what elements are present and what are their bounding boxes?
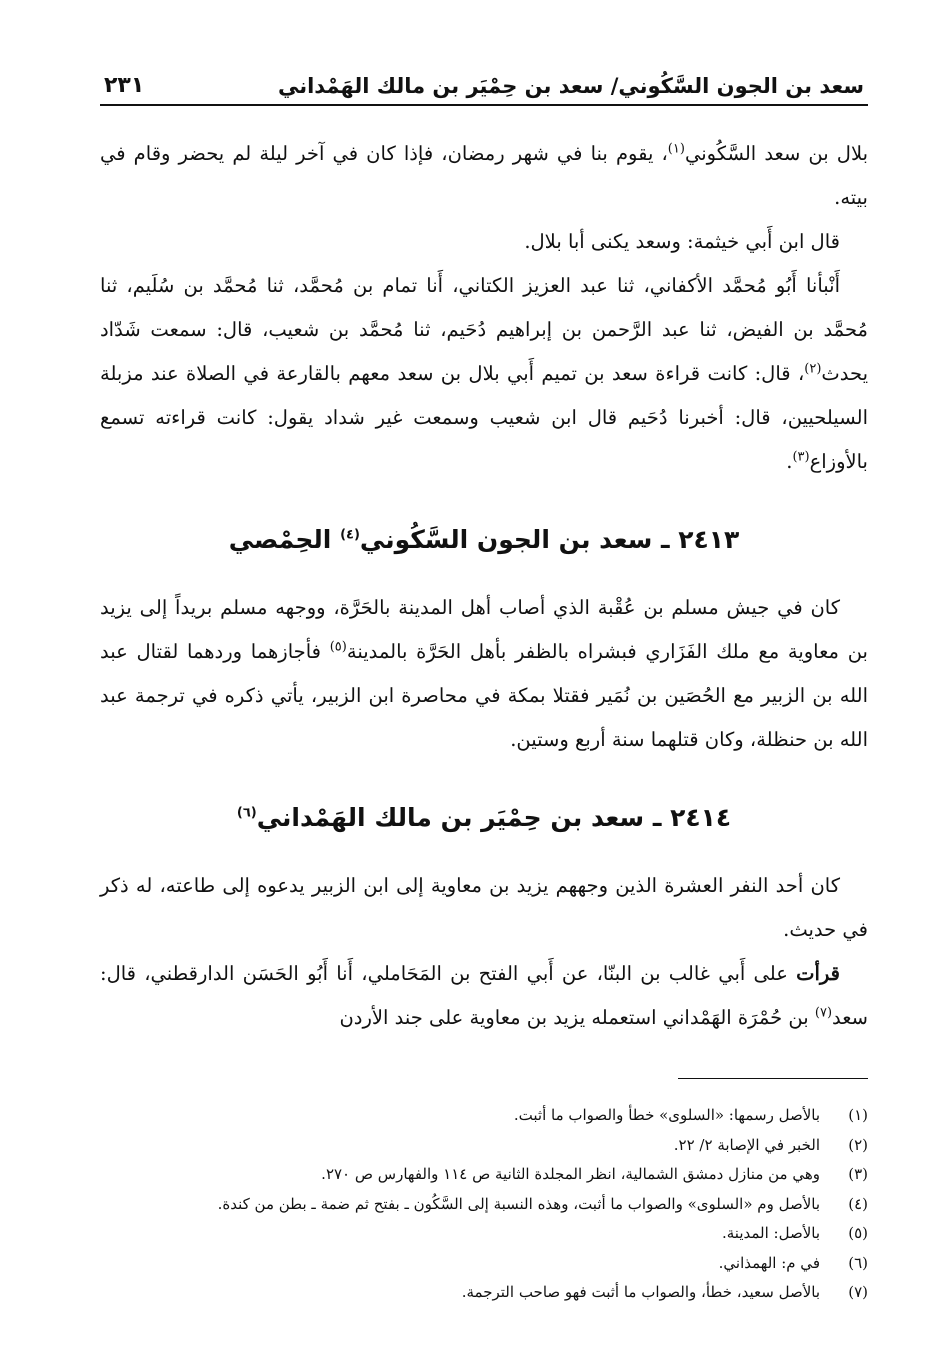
- entry-2414-title: [100, 798, 868, 838]
- footnote-item: [100, 1219, 868, 1249]
- paragraph-3-text-c: .: [786, 450, 793, 473]
- paragraph-3-text-b: ، قال: كانت قراءة سعد بن تميم أَبي بلال بن سعد معهم بالقارعة في الصلاة عند مزبلة السيلحيين، قال: أخبرنا دُحَيم قال ابن شعيب وسمعت غير شداد يقول: كانت قراءته تسمع بالأوزاع: [100, 362, 868, 473]
- footnote-number: (٣): [848, 1165, 868, 1183]
- running-header: [100, 62, 868, 106]
- entry-2413-text-a: كان في جيش مسلم بن عُقْبة الذي أصاب أهل المدينة بالحَرَّة، ووجهه مسلم بريداً إلى يزيد بن معاوية مع ملك الفَزَاري فبشراه بالظفر بأهل الحَرَّة بالمدينة: [100, 596, 868, 663]
- footnote-number: (٤): [848, 1194, 868, 1213]
- footnote-ref-7: (٧): [814, 1005, 833, 1021]
- main-text: [100, 132, 868, 1040]
- entry-2414-bold-word: قرأت: [796, 962, 840, 985]
- entry-2413-text-b: فأجازهما وردهما لقتال عبد الله بن الزبير مع الحُصَين بن نُمَير فقتلا بمكة في محاصرة ابن الزبير، يأتي ذكره في ترجمة عبد الله بن حنظلة، وكان قتلهما سنة أربع وستين.: [100, 640, 868, 751]
- book-page: [100, 62, 868, 1312]
- page-number: ٢٣١: [104, 73, 145, 98]
- paragraph-3-text-a: أَنْبأنا أَبُو مُحمَّد الأكفاني، ثنا عبد العزيز الكتاني، أَنا تمام بن مُحمَّد، ثنا مُحمَّد بن سُلَيم، ثنا مُحمَّد بن الفيض، ثنا عبد الرَّحمن بن إبراهيم دُحَيم، ثنا مُحمَّد بن شعيب، قال: سمعت شَدّاد يحدث: [100, 274, 868, 385]
- paragraph-1-text-a: بلال بن سعد السَّكُوني: [684, 142, 869, 165]
- footnote-ref-3: (٣): [792, 449, 810, 465]
- footnote-item: [100, 1160, 868, 1190]
- entry-2413-title-a: ٢٤١٣ ـ سعد بن الجون السَّكُوني: [359, 525, 740, 554]
- entry-2414-text-b: بن حُمْرَة الهَمْداني استعمله يزيد بن معاوية على جند الأردن: [339, 1006, 815, 1029]
- footnote-number: (٢): [848, 1135, 868, 1154]
- entry-2413-paragraph: [100, 586, 868, 762]
- paragraph-2: قال ابن أَبي خيثمة: وسعد يكنى أبا بلال.: [524, 230, 840, 253]
- footnote-item: [100, 1131, 868, 1161]
- footnote-item: [100, 1278, 868, 1308]
- footnote-text: بالأصل وم «السلوى» والصواب ما أثبت، وهذه النسبة إلى السَّكُون ـ بفتح ثم ضمة ـ بطن من كندة.: [217, 1194, 820, 1213]
- footnote-number: (٥): [848, 1224, 868, 1242]
- entry-2414-text-a: على أَبي غالب بن البنّا، عن أَبي الفتح بن المَحَاملي، أَنا أَبُو الحَسَن الدارقطني، قال: سعد: [100, 962, 868, 1029]
- entry-2414-paragraph-1: كان أحد النفر العشرة الذين وجههم يزيد بن معاوية إلى ابن الزبير يدعوه إلى طاعته، له ذكر في حديث.: [100, 874, 868, 941]
- footnote-text: بالأصل: المدينة.: [721, 1224, 820, 1242]
- footnote-text: وهي من منازل دمشق الشمالية، انظر المجلدة الثانية ص ١١٤ والفهارس ص ٢٧٠.: [321, 1165, 820, 1183]
- paragraph-1-text-b: ، يقوم بنا في شهر رمضان، فإذا كان في آخر ليلة لم يحضر وقام في بيته.: [100, 142, 868, 209]
- footnote-ref-5: (٥): [329, 639, 347, 655]
- footnote-text: في م: الهمذاني.: [718, 1253, 820, 1272]
- paragraph-3: [100, 264, 868, 484]
- entry-2413-title-b: الحِمْصي: [228, 525, 341, 554]
- footnote-number: (٦): [848, 1253, 868, 1272]
- running-title: سعد بن الجون السَّكُوني/ سعد بن حِمْيَر بن مالك الهَمْداني: [277, 74, 864, 98]
- footnote-ref-2: (٢): [804, 361, 822, 377]
- footnote-number: (١): [848, 1106, 868, 1124]
- footnote-number: (٧): [848, 1283, 868, 1301]
- footnote-text: الخبر في الإصابة ٢/ ٢٢.: [673, 1135, 820, 1154]
- footnote-ref-1: (١): [667, 141, 685, 157]
- entry-2414-paragraph-2: [100, 952, 868, 1040]
- footnote-item: [100, 1249, 868, 1279]
- footnote-text: بالأصل رسمها: «السلوى» خطأ والصواب ما أثبت.: [513, 1106, 820, 1124]
- footnote-text: بالأصل سعيد، خطأ، والصواب ما أثبت فهو صاحب الترجمة.: [461, 1283, 820, 1301]
- footnote-ref-6: (٦): [236, 805, 257, 821]
- footnote-ref-4: (٤): [340, 527, 360, 543]
- entry-2413-title: [100, 520, 868, 560]
- footnote-separator: [678, 1078, 868, 1079]
- entry-2414-title-text: ٢٤١٤ ـ سعد بن حِمْيَر بن مالك الهَمْداني: [256, 803, 732, 832]
- footnote-item: [100, 1190, 868, 1220]
- footnote-item: [100, 1101, 868, 1131]
- paragraph-1: [100, 132, 868, 220]
- footnotes: [100, 1101, 868, 1308]
